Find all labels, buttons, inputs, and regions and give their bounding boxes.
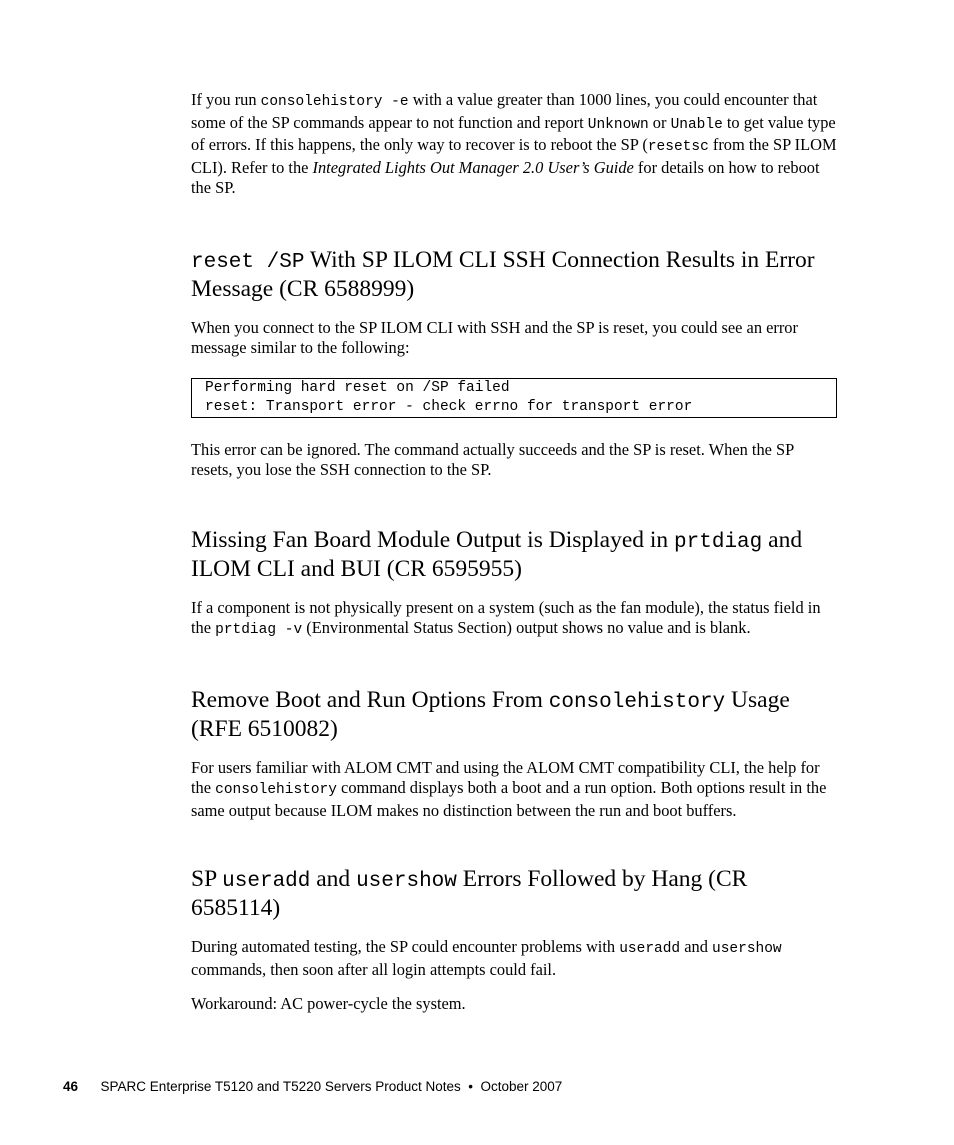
heading-text: With SP ILOM CLI SSH Connection Results in Error Message (CR 6588999) [191, 246, 815, 302]
heading-code: useradd [222, 870, 311, 893]
heading-text: and ILOM CLI and BUI (CR 6595955) [191, 526, 803, 582]
code-inline: prtdiag -v [215, 622, 303, 638]
text: with a value greater than 1000 lines, you could encounter that some of the SP commands appear to not function and report [191, 90, 818, 132]
heading-text: SP [191, 866, 223, 892]
book-title: Integrated Lights Out Manager 2.0 User’s Guide [312, 157, 634, 177]
heading-text: Errors Followed by Hang (CR 6585114) [191, 866, 748, 921]
text: command displays both a boot and a run option. Both options result in the same output because ILOM makes no distinction between the run and boot buffers. [191, 778, 827, 820]
page-number: 46 [63, 1079, 79, 1094]
code-inline: usershow [712, 941, 782, 957]
heading-text: Usage (RFE 6510082) [191, 686, 790, 742]
heading-code: prtdiag [674, 530, 763, 554]
code-inline: useradd [619, 941, 681, 957]
text: During automated testing, the SP could encounter problems with [191, 937, 620, 956]
section-heading-reset-sp [191, 247, 837, 303]
page-content [191, 90, 837, 1015]
text: for details on how to reboot the SP. [191, 157, 820, 197]
heading-text: Remove Boot and Run Options From [191, 686, 549, 713]
code-inline: Unable [670, 116, 723, 133]
code-inline: consolehistory [215, 782, 337, 798]
text: or [648, 112, 671, 132]
text: For users familiar with ALOM CMT and using the ALOM CMT compatibility CLI, the help for the [191, 757, 820, 797]
text: to get value type of errors. If this happens, the only way to recover is to reboot the SP ( [191, 112, 836, 154]
text: If you run [191, 90, 261, 109]
workaround-paragraph: Workaround: AC power-cycle the system. [191, 994, 466, 1013]
heading-text: Missing Fan Board Module Output is Displayed in [191, 526, 675, 553]
text: If a component is not physically present on a system (such as the fan module), the status field in the [191, 597, 821, 637]
page-footer [63, 1079, 562, 1094]
intro-paragraph [191, 90, 837, 199]
text: from the SP ILOM CLI). Refer to the [191, 135, 837, 177]
section3-paragraph [191, 758, 837, 822]
heading-code: usershow [356, 870, 457, 893]
section2-paragraph [191, 598, 837, 641]
section-heading-consolehistory [191, 687, 837, 743]
code-line: reset: Transport error - check errno for transport error [205, 398, 693, 415]
section-heading-fan-board [191, 527, 837, 583]
text: (Environmental Status Section) output shows no value and is blank. [302, 618, 751, 637]
section1-paragraph: When you connect to the SP ILOM CLI with SSH and the SP is reset, you could see an error message similar to the following: [191, 317, 798, 357]
code-inline: Unknown [587, 116, 649, 133]
document-title: SPARC Enterprise T5120 and T5220 Servers Product Notes [100, 1079, 461, 1094]
document-date: October 2007 [480, 1079, 563, 1094]
section1-paragraph-2: This error can be ignored. The command actually succeeds and the SP is reset. When the SP resets, you lose the SSH connection to the SP. [191, 439, 794, 479]
text: and [680, 937, 713, 956]
heading-code: reset /SP [191, 250, 305, 274]
heading-text: and [310, 866, 357, 892]
section4-paragraph [191, 937, 837, 980]
code-block [191, 378, 837, 418]
text: commands, then soon after all login attempts could fail. [191, 959, 557, 979]
footer-bullet: • [468, 1079, 473, 1094]
section-heading-useradd [191, 866, 837, 922]
code-inline: resetsc [647, 139, 709, 155]
code-inline: consolehistory -e [260, 94, 409, 110]
heading-code: consolehistory [548, 690, 726, 714]
code-line: Performing hard reset on /SP failed [205, 379, 510, 396]
